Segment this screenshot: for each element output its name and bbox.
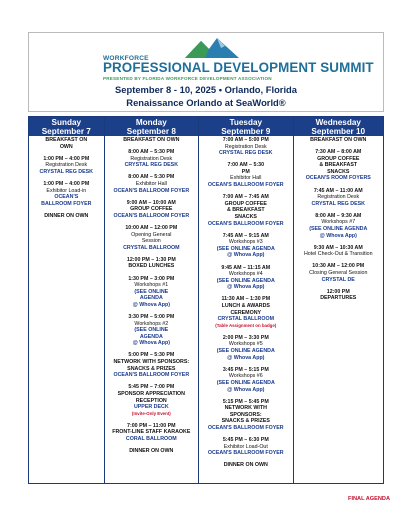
entry-title: SNACKS [327,168,350,175]
entry-time: 5:45 PM – 7:00 PM [128,384,175,391]
agenda-entry [29,213,104,220]
entry-time: 5:00 PM – 5:30 PM [128,352,175,359]
entry-title: & BREAKFAST [226,207,265,214]
agenda-entry [105,384,198,417]
entry-title: GROUP COFFEE [224,200,267,207]
agenda-entry [294,137,383,144]
agenda-entry [199,233,292,259]
entry-location: BALLROOM FOYER [41,200,92,207]
day-date: September 8 [126,127,176,136]
entry-title: DINNER ON OWN [44,212,89,219]
summit-logo-mountains-icon [181,35,241,59]
entry-time: 9:45 AM – 11:15 AM [221,264,271,271]
agenda-entry [105,352,198,378]
entry-title: DINNER ON OWN [129,448,174,455]
day-column-monday [105,117,199,483]
entry-description: Registration Desk [224,143,267,150]
entry-time: 8:00 AM – 5:30 PM [128,174,175,181]
day-column-sunday [29,117,105,483]
entry-location: OCEAN'S BALLROOM FOYER [207,220,284,227]
entry-time: 1:00 PM – 4:00 PM [43,155,90,162]
agenda-entry [199,399,292,432]
agenda-entry [199,437,292,457]
day-name: Sunday [51,118,82,127]
entry-location: UPPER DECK [133,404,169,411]
entry-location: CRYSTAL BALLROOM [217,316,274,323]
day-name: Wednesday [315,118,361,127]
entry-location: OCEAN'S BALLROOM FOYER [207,450,284,457]
brand-presenter: PRESENTED BY FLORIDA WORKFORCE DEVELOPMENT ASSOCIATION [103,76,272,81]
entry-title: GROUP COFFEE [317,155,360,162]
event-dates: September 8 - 10, 2025 • Orlando, Florida [115,84,297,95]
entry-app-link: (SEE ONLINE [134,288,169,295]
day-name: Tuesday [229,118,263,127]
agenda-entry [294,213,383,239]
entry-time: 5:45 PM – 6:30 PM [222,437,269,444]
entry-description: Closing General Session [309,270,368,276]
agenda-entry [294,188,383,208]
entry-app-link: @ Whova App) [227,354,265,361]
entry-title: SPONSORS: [229,411,262,418]
entry-app-link: @ Whova App) [132,301,170,308]
agenda-entry [105,448,198,455]
entry-location: OCEAN'S ROOM FOYERS [305,175,371,182]
day-date: September 10 [311,127,366,136]
entry-time: 9:30 AM – 10:30 AM [313,244,363,251]
agenda-entry [294,149,383,182]
final-agenda-label: FINAL AGENDA [348,496,390,502]
entry-description: Exhibitor Hall [230,175,262,182]
entry-location: CRYSTAL BALLROOM [123,244,180,251]
agenda-entry [29,137,104,150]
entry-time: 5:15 PM – 5:45 PM [222,398,269,405]
agenda-entry [105,257,198,270]
schedule-table [28,116,384,484]
entry-description: Registration Desk [130,155,173,162]
entry-app-link: (SEE ONLINE AGENDA [309,226,368,233]
entry-location: CRYSTAL REG DESK [311,200,365,207]
entry-description: Workshops #6 [228,373,263,380]
entry-app-link: AGENDA [139,295,163,302]
entry-title: NETWORK WITH [224,405,267,412]
agenda-entry [199,462,292,469]
entry-description: Hotel Check-Out & Transition [303,251,373,258]
entry-time: 2:00 PM – 3:30 PM [222,334,269,341]
day-column-tuesday [199,117,293,483]
agenda-entry [199,137,292,157]
entry-title: OWN [59,143,73,150]
day-header [105,117,198,136]
agenda-entry [105,174,198,194]
event-venue: Renaissance Orlando at SeaWorld® [126,97,286,108]
entry-description: Exhibitor Load-Out [223,443,268,450]
entry-description: Registration Desk [317,194,360,201]
entry-time: 8:00 AM – 5:30 PM [128,149,175,156]
entry-time: 7:00 PM – 11:00 PM [127,422,176,429]
entry-title: & BREAKFAST [319,162,358,169]
entry-location: OCEAN'S BALLROOM FOYER [113,187,190,194]
entry-app-link: (SEE ONLINE AGENDA [216,348,275,355]
entry-title: SPONSOR APPRECIATION [117,390,186,397]
agenda-entry [294,245,383,258]
entry-title: BREAKFAST ON OWN [310,137,367,143]
entry-time: 12:00 PM – 1:30 PM [126,256,176,263]
entry-location: CRYSTAL REG DESK [39,168,94,175]
entry-description: Opening General [131,231,172,238]
agenda-entry [105,276,198,309]
day-entries [199,136,292,483]
entry-location: OCEAN'S BALLROOM FOYER [113,212,190,219]
agenda-entry [199,265,292,291]
agenda-entry [105,423,198,443]
entry-app-link: @ Whova App) [227,252,265,259]
day-entries [29,136,104,483]
entry-location: CRYSTAL REG DESK [219,150,273,157]
entry-time: 7:30 AM – 8:00 AM [315,149,362,156]
agenda-entry [199,296,292,329]
entry-time: 7:00 AM – 5:00 PM [222,137,269,143]
day-entries [105,136,198,483]
entry-title: BREAKFAST ON OWN [123,137,180,143]
brand-small-line: WORKFORCE [103,55,149,62]
entry-title: RECEPTION [135,397,167,404]
brand-title: PROFESSIONAL DEVELOPMENT SUMMIT [103,60,374,75]
entry-title: LUNCH & AWARDS [221,302,270,309]
entry-description: Workshops #3 [228,239,263,246]
day-header [199,117,292,136]
entry-time: 1:00 PM – 4:00 PM [43,180,90,187]
entry-title: SNACKS & PRIZES [127,365,176,372]
entry-title: DINNER ON OWN [223,462,268,469]
entry-app-link: (SEE ONLINE AGENDA [216,245,275,252]
day-entries [294,136,383,483]
entry-location: CORAL BALLROOM [125,435,177,442]
agenda-entry [29,156,104,176]
entry-description: Workshops #2 [134,320,169,327]
entry-note: (Table Assignment on badge) [215,322,277,328]
agenda-entry [29,181,104,207]
entry-time: 7:00 AM – 7:45 AM [222,194,269,201]
entry-description: Session [141,238,161,245]
entry-title: BOXED LUNCHES [128,263,175,270]
entry-description: Registration Desk [45,162,88,169]
entry-title: SNACKS [234,213,257,220]
entry-app-link: @ Whova App) [227,386,265,393]
entry-description: Workshops #5 [228,341,263,348]
entry-description: Exhibitor Hall [135,180,167,187]
entry-title: GROUP COFFEE [130,206,173,213]
entry-description: Workshops #4 [228,271,263,278]
entry-title: NETWORK WITH SPONSORS: [113,359,190,366]
agenda-entry [105,225,198,251]
entry-app-link: @ Whova App) [132,340,170,347]
entry-time: 7:45 AM – 11:00 AM [313,187,363,194]
entry-time: 7:00 AM – 5:30 [227,162,265,169]
entry-title: SNACKS & PRIZES [221,418,270,425]
agenda-entry [105,314,198,347]
agenda-entry [199,367,292,393]
day-name: Monday [135,118,167,127]
agenda-entry [199,335,292,361]
entry-time: 3:30 PM – 5:00 PM [128,313,175,320]
summit-header [28,32,384,112]
entry-time: 7:45 AM – 9:15 AM [222,232,269,239]
entry-title: CEREMONY [230,309,262,316]
entry-time: 10:30 AM – 12:00 PM [312,263,365,270]
entry-description: Workshops #1 [134,282,169,289]
agenda-entry [105,200,198,220]
day-date: September 7 [41,127,91,136]
entry-app-link: (SEE ONLINE AGENDA [216,277,275,284]
entry-app-link: @ Whova App) [319,232,357,239]
entry-time: 8:00 AM – 9:30 AM [315,212,362,219]
entry-description: Exhibitor Load-in [46,187,87,194]
day-date: September 9 [221,127,271,136]
entry-location: CRYSTAL DE [321,276,355,283]
entry-title: FRONT-LINE STAFF KARAOKE [112,429,191,436]
agenda-entry [199,194,292,227]
entry-time: PM [241,168,250,175]
agenda-entry [294,289,383,302]
entry-description: Workshops #7 [321,219,356,226]
day-header [29,117,104,136]
entry-title: DEPARTURES [320,295,357,302]
entry-time: 12:00 PM [326,288,350,295]
entry-note: (Invite-Only Event) [131,410,171,416]
entry-time: 10:00 AM – 12:00 PM [125,224,178,231]
entry-time: 3:45 PM – 5:15 PM [222,366,269,373]
agenda-entry [294,263,383,283]
entry-time: 9:00 AM – 10:00 AM [126,199,176,206]
agenda-entry [105,137,198,144]
day-header [294,117,383,136]
entry-location: CRYSTAL REG DESK [124,162,179,169]
entry-title: BREAKFAST ON [45,137,88,143]
entry-app-link: (SEE ONLINE [134,327,169,334]
entry-time: 1:30 PM – 3:00 PM [128,275,175,282]
entry-location: OCEAN'S BALLROOM FOYER [113,372,190,379]
day-column-wednesday [294,117,383,483]
agenda-entry [105,149,198,169]
entry-app-link: AGENDA [139,333,163,340]
entry-location: OCEAN'S [54,194,79,201]
agenda-entry [199,162,292,188]
entry-location: OCEAN'S BALLROOM FOYER [207,424,284,431]
entry-location: OCEAN'S BALLROOM FOYER [207,182,284,189]
entry-app-link: @ Whova App) [227,284,265,291]
entry-app-link: (SEE ONLINE AGENDA [216,379,275,386]
entry-time: 11:30 AM – 1:30 PM [221,296,271,303]
